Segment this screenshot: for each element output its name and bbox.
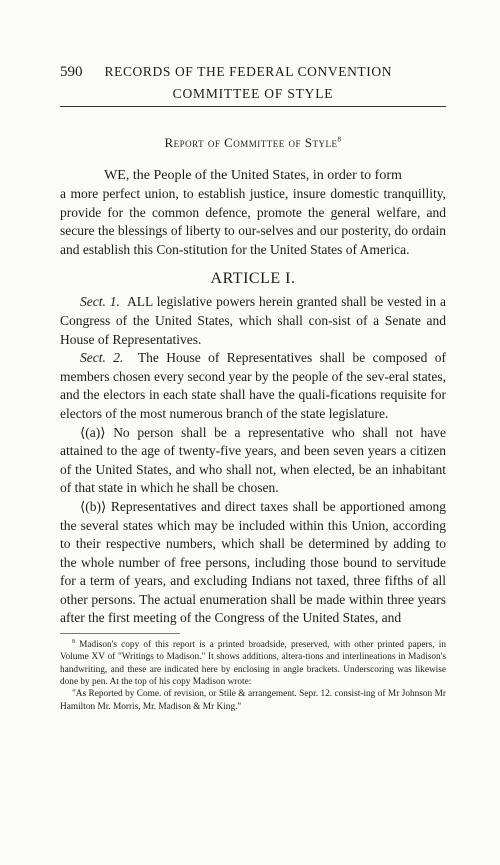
section-text: The House of Representatives shall be composed of members chosen every second year by the people of the sev-eral states, and the electors in each state shall have the quali-fications requisite for electors of the most numerous branch of the state legislature.: [60, 350, 446, 421]
footnote-quote: "As Reported by Come. of revision, or Stile & arrangement. Sepr. 12. consist-ing of Mr Johnson Mr Hamilton Mr. Morris, Mr. Madison & Mr King.": [60, 689, 446, 712]
clause-marker: ⟨(a)⟩: [80, 424, 106, 440]
header-rule: [60, 106, 446, 107]
article-heading: ARTICLE I.: [210, 270, 296, 288]
footnote-reference: 8: [337, 135, 342, 144]
clause-marker: ⟨(b)⟩: [80, 498, 107, 514]
page-number: 590: [60, 64, 83, 80]
document-page: [60, 64, 446, 713]
footnote-body: Madison's copy of this report is a printed broadside, preserved, with other printed papers, in Volume XV of "Writings to Madison." It shows additions, altera-tions and interlineations in Madison's handwriting, and these are indicated here by enclosing in angle brackets. Underscoring was likewise done by pen. At the top of his copy Madison wrote:: [60, 640, 446, 688]
footnote-rule: [60, 633, 180, 634]
section-title: COMMITTEE OF STYLE: [172, 86, 334, 101]
clause-paragraph: [60, 424, 446, 498]
running-header: [60, 64, 446, 81]
report-title-text: Report of Committee of Style: [164, 135, 338, 150]
running-title: RECORDS OF THE FEDERAL CONVENTION: [104, 64, 393, 79]
clause-paragraph: [60, 498, 446, 628]
clause-text: Representatives and direct taxes shall be apportioned among the several states which may be included within this Union, according to their respective numbers, which shall be determined by adding to the whole number of free persons, including those bound to servitude for a term of years, and excluding Indians not taxed, three fifths of all other persons. The actual enumeration shall be made within three years after the first meeting of the Congress of the United States, and: [60, 498, 446, 626]
preamble-body: a more perfect union, to establish justice, insure domestic tranquillity, provide for the common defence, promote the general welfare, and secure the blessings of liberty to our-selves and our posterity, do ordain and establish this Con-stitution for the United States of America.: [60, 186, 446, 257]
footnote-text: [60, 636, 446, 688]
section-paragraph: [60, 349, 446, 423]
footnote-mark: 8: [72, 639, 75, 646]
clause-text: No person shall be a representative who shall not have attained to the age of twenty-five years, and been seven years a citizen of the United States, and who shall not, when elected, be an inhabitant of that state in which he shall be chosen.: [60, 424, 446, 496]
section-text: ALL legislative powers herein granted shall be vested in a Congress of the United States, which shall con-sist of a Senate and House of Representatives.: [60, 294, 446, 347]
report-title: [60, 135, 446, 151]
section-label: Sect. 1.: [80, 294, 120, 310]
preamble-lead: WE, the People of the United States, in order to form: [104, 168, 402, 183]
section-label: Sect. 2.: [80, 350, 124, 366]
section-paragraph: [60, 293, 446, 349]
